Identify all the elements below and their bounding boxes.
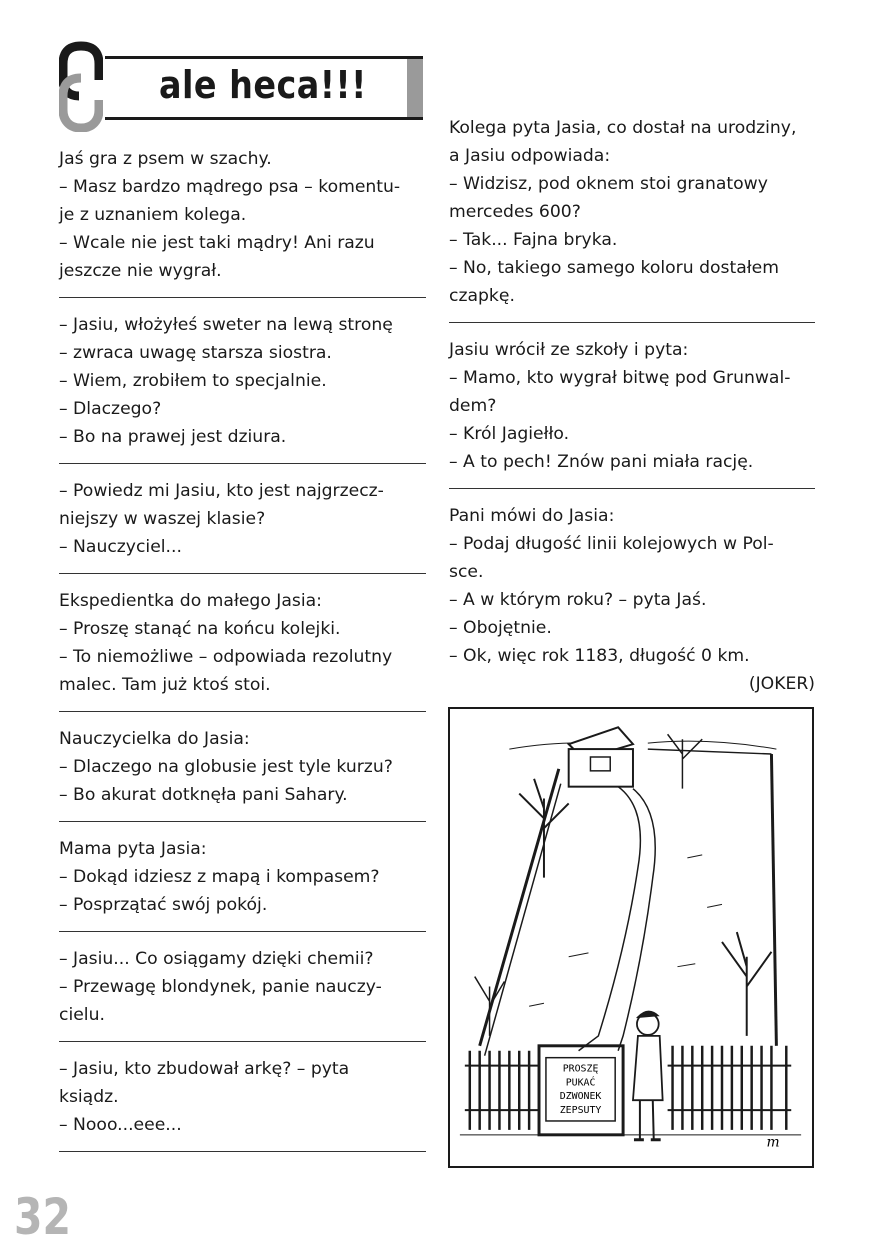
joke-line: – Obojętnie.	[449, 618, 552, 638]
sign-line-2: PUKAĆ	[565, 1077, 596, 1089]
joke-line: – Nooo...eee...	[59, 1115, 182, 1135]
joke-line: – Dlaczego?	[59, 399, 162, 419]
joke-line: – Widzisz, pod oknem stoi granatowy	[449, 174, 768, 194]
joke-block	[449, 114, 815, 323]
joke-block	[449, 502, 815, 698]
joke-block	[59, 587, 426, 712]
joke-line: Pani mówi do Jasia:	[449, 506, 615, 526]
joke-line: – zwraca uwagę starsza siostra.	[59, 343, 332, 363]
joke-block	[449, 336, 815, 489]
joke-line: – A w którym roku? – pyta Jaś.	[449, 590, 707, 610]
joke-line: ksiądz.	[59, 1087, 119, 1107]
joke-line: – Ok, więc rok 1183, długość 0 km.	[449, 646, 750, 666]
joke-line: je z uznaniem kolega.	[59, 205, 247, 225]
joke-line: – Dokąd idziesz z mapą i kompasem?	[59, 867, 380, 887]
section-header	[59, 40, 429, 120]
page-number: 32	[14, 1188, 72, 1246]
joke-line: – Jasiu, kto zbudował arkę? – pyta	[59, 1059, 350, 1079]
joke-block	[59, 945, 426, 1042]
joke-line: Ekspedientka do małego Jasia:	[59, 591, 322, 611]
title-accent-bar	[407, 59, 423, 117]
joke-block	[59, 1055, 426, 1152]
joke-line: mercedes 600?	[449, 202, 581, 222]
right-column	[449, 114, 815, 698]
source-credit: (JOKER)	[748, 674, 815, 694]
joke-line: – Wcale nie jest taki mądry! Ani razu	[59, 233, 375, 253]
joke-line: a Jasiu odpowiada:	[449, 146, 611, 166]
joke-line: – Mamo, kto wygrał bitwę pod Grunwal-	[449, 368, 791, 388]
joke-line: – A to pech! Znów pani miała rację.	[449, 452, 754, 472]
joke-block	[59, 145, 426, 298]
cartoonist-signature: m	[766, 1134, 780, 1151]
left-column	[59, 145, 426, 1165]
cartoon-drawing	[450, 709, 812, 1166]
joke-line: – Wiem, zrobiłem to specjalnie.	[59, 371, 327, 391]
joke-line: – Jasiu... Co osiągamy dzięki chemii?	[59, 949, 374, 969]
joke-block	[59, 477, 426, 574]
sign-line-4: ZEPSUTY	[559, 1105, 602, 1117]
joke-line: Jaś gra z psem w szachy.	[59, 149, 272, 169]
joke-line: dem?	[449, 396, 497, 416]
joke-line: czapkę.	[449, 286, 515, 306]
joke-line: – Podaj długość linii kolejowych w Pol-	[449, 534, 774, 554]
joke-line: cielu.	[59, 1005, 105, 1025]
joke-block	[59, 725, 426, 822]
joke-line: – Posprzątać swój pokój.	[59, 895, 268, 915]
joke-line: – Nauczyciel...	[59, 537, 182, 557]
sign-line-3: DZWONEK	[559, 1091, 602, 1103]
joke-block	[59, 835, 426, 932]
joke-line: – Jasiu, włożyłeś sweter na lewą stronę	[59, 315, 393, 335]
sign-line-1: PROSZĘ	[562, 1063, 599, 1075]
joke-line: jeszcze nie wygrał.	[59, 261, 222, 281]
joke-block	[59, 311, 426, 464]
joke-line: – To niemożliwe – odpowiada rezolutny	[59, 647, 393, 667]
joke-line: – Powiedz mi Jasiu, kto jest najgrzecz-	[59, 481, 384, 501]
page-title: ale heca!!!	[159, 63, 367, 107]
joke-line: – Tak... Fajna bryka.	[449, 230, 618, 250]
joke-line: Jasiu wrócił ze szkoły i pyta:	[449, 340, 689, 360]
joke-line: Mama pyta Jasia:	[59, 839, 207, 859]
joke-line: – Masz bardzo mądrego psa – komentu-	[59, 177, 401, 197]
cartoon-illustration	[448, 707, 814, 1168]
joke-line: – No, takiego samego koloru dostałem	[449, 258, 779, 278]
chain-link-icon	[59, 40, 103, 132]
joke-line: – Proszę stanąć na końcu kolejki.	[59, 619, 341, 639]
joke-line: Kolega pyta Jasia, co dostał na urodziny,	[449, 118, 797, 138]
title-box	[105, 56, 423, 120]
joke-line: – Bo na prawej jest dziura.	[59, 427, 287, 447]
joke-line: Nauczycielka do Jasia:	[59, 729, 250, 749]
joke-line: sce.	[449, 562, 484, 582]
joke-line: – Przewagę blondynek, panie nauczy-	[59, 977, 382, 997]
joke-line: – Bo akurat dotknęła pani Sahary.	[59, 785, 348, 805]
joke-line: niejszy w waszej klasie?	[59, 509, 266, 529]
joke-line: – Dlaczego na globusie jest tyle kurzu?	[59, 757, 393, 777]
joke-line: malec. Tam już ktoś stoi.	[59, 675, 271, 695]
joke-line: – Król Jagiełło.	[449, 424, 570, 444]
